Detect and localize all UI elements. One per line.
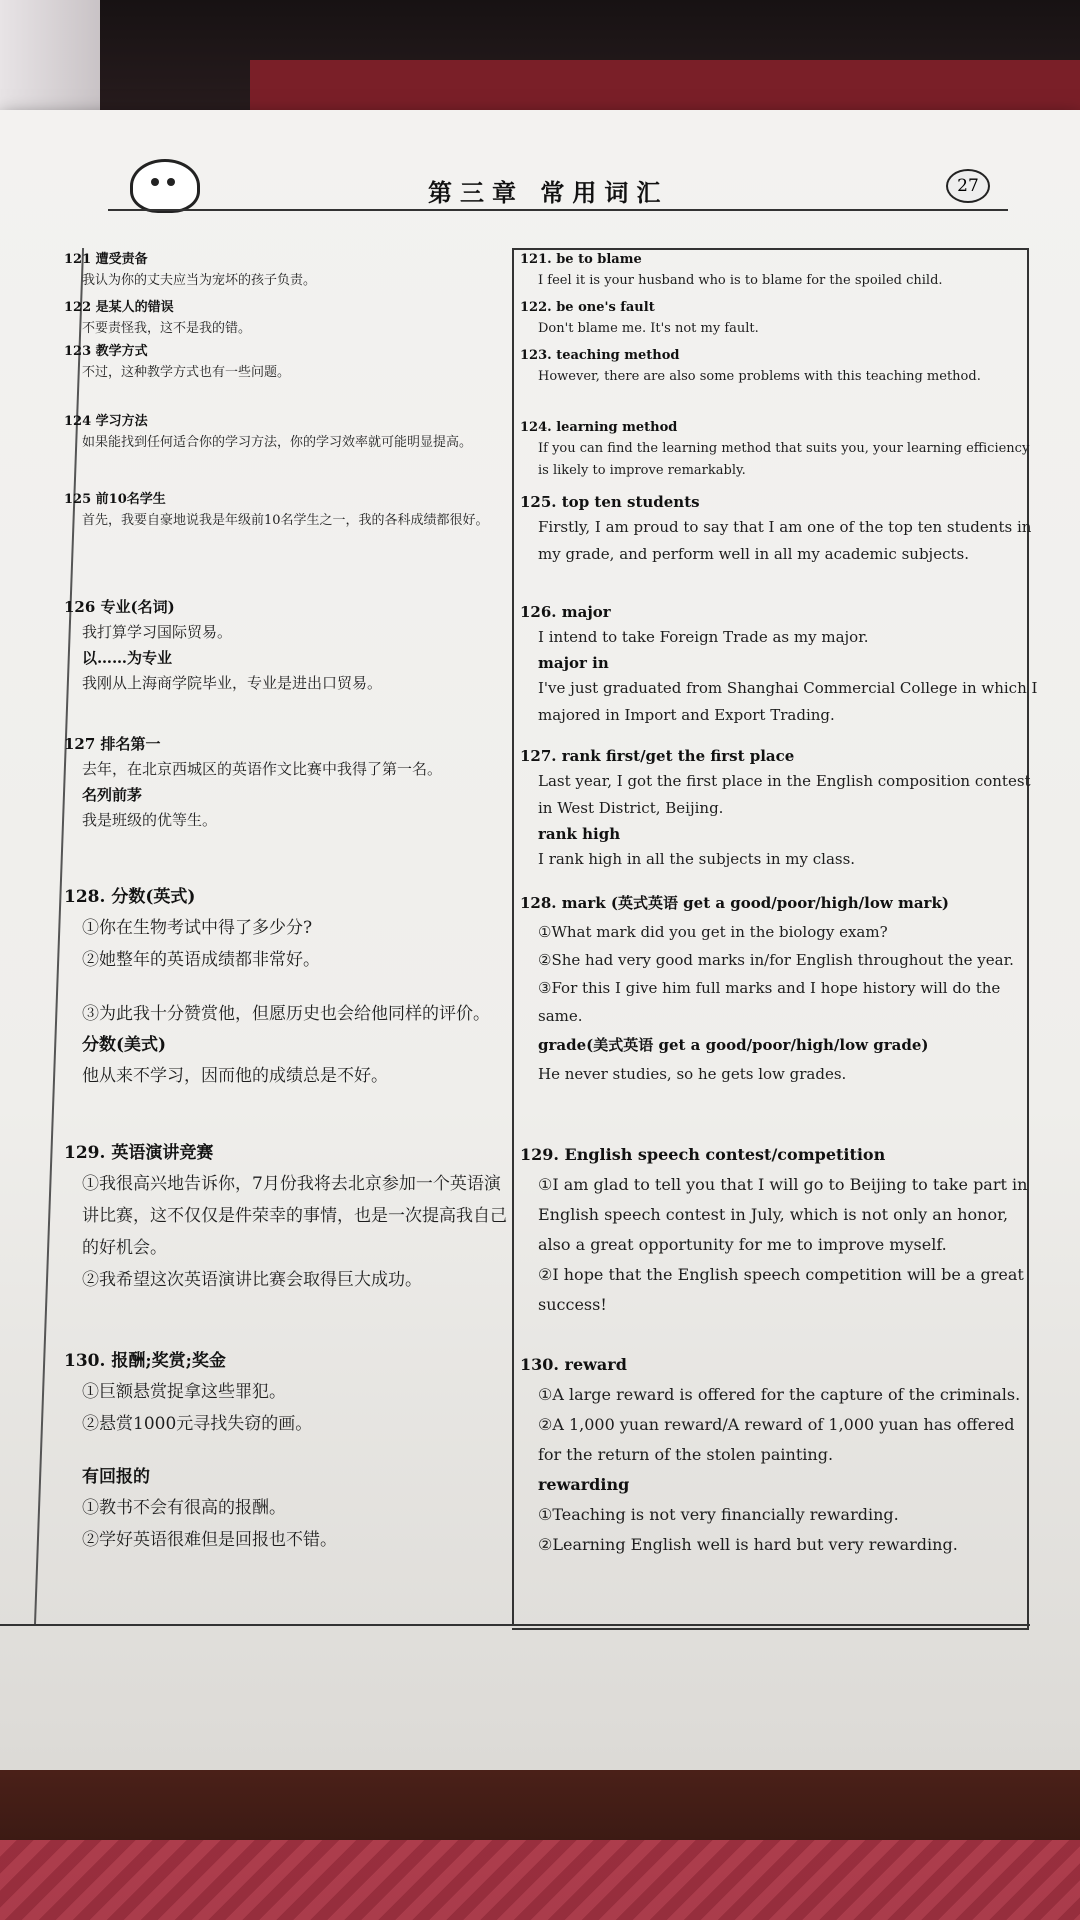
entry-text: 去年，在北京西城区的英语作文比赛中我得了第一名。 (82, 760, 443, 778)
entry-heading: 129. 英语演讲竞赛 (64, 1143, 214, 1163)
entry-text: I've just graduated from Shanghai Commercial College in which I majored in Import and Export Trading. (538, 679, 1038, 724)
mascot-icon (130, 159, 200, 213)
entry-cn-126 (64, 595, 508, 697)
entry-en-127 (520, 744, 1040, 873)
entry-text: I feel it is your husband who is to blame for the spoiled child. (538, 273, 943, 288)
entry-text: ①你在生物考试中得了多少分? (82, 918, 313, 938)
entry-heading: 127 排名第一 (64, 735, 161, 753)
entry-text: If you can find the learning method that suits you, your learning efficiency is likely to improve remarkably. (538, 441, 1030, 478)
entry-text: Don't blame me. It's not my fault. (538, 321, 759, 336)
entry-text: ②她整年的英语成绩都非常好。 (82, 950, 320, 970)
entry-text: ②I hope that the English speech competition will be a great success! (538, 1265, 1024, 1314)
entry-heading: 122 是某人的错误 (64, 300, 174, 315)
entry-heading: 121. be to blame (520, 252, 642, 267)
entry-text: ②悬赏1000元寻找失窃的画。 (82, 1414, 313, 1434)
entry-cn-128 (64, 882, 508, 1092)
entry-heading: 125 前10名学生 (64, 492, 166, 507)
entry-text: ②She had very good marks in/for English throughout the year. (538, 951, 1014, 969)
entry-cn-130 (64, 1346, 508, 1556)
entry-en-122 (520, 298, 1040, 340)
entry-en-126 (520, 600, 1040, 729)
entry-cn-129 (64, 1138, 508, 1296)
entry-text: 我是班级的优等生。 (82, 811, 218, 829)
entry-subheading: grade(美式英语 get a good/poor/high/low grade) (538, 1036, 929, 1054)
entry-text: 我认为你的丈夫应当为宠坏的孩子负责。 (82, 273, 317, 288)
entry-text: ③For this I give him full marks and I hope history will do the same. (538, 979, 1001, 1025)
entry-text: ②Learning English well is hard but very rewarding. (538, 1535, 958, 1554)
entry-en-125 (520, 490, 1040, 568)
entry-heading: 128. mark (英式英语 get a good/poor/high/low mark) (520, 894, 949, 912)
entry-cn-121 (64, 250, 508, 292)
entry-text: I intend to take Foreign Trade as my major. (538, 628, 869, 646)
entry-en-124 (520, 418, 1040, 482)
entry-text: He never studies, so he gets low grades. (538, 1065, 847, 1083)
entry-text: ①巨额悬赏捉拿这些罪犯。 (82, 1382, 286, 1402)
entry-heading: 126. major (520, 603, 611, 621)
header-rule (108, 209, 1008, 211)
entry-text: ①What mark did you get in the biology exam? (538, 923, 888, 941)
page-header (108, 165, 1008, 217)
entry-en-130 (520, 1350, 1040, 1560)
entry-en-128 (520, 888, 1040, 1088)
entry-text: I rank high in all the subjects in my class. (538, 850, 856, 868)
entry-text: Firstly, I am proud to say that I am one of the top ten students in my grade, and perform well in all my academic subjects. (538, 518, 1032, 563)
chapter-title: 第三章 常用词汇 (428, 178, 669, 207)
entry-text: 他从来不学习，因而他的成绩总是不好。 (82, 1066, 388, 1086)
entry-text: ①A large reward is offered for the capture of the criminals. (538, 1385, 1021, 1404)
entry-text: ①我很高兴地告诉你，7月份我将去北京参加一个英语演讲比赛，这不仅仅是件荣幸的事情，也是一次提高我自己的好机会。 (82, 1174, 507, 1258)
entry-heading: 130. reward (520, 1355, 627, 1374)
entry-heading: 129. English speech contest/competition (520, 1145, 886, 1164)
entry-text: 我刚从上海商学院毕业，专业是进出口贸易。 (82, 674, 383, 692)
entry-text: 首先，我要自豪地说我是年级前10名学生之一，我的各科成绩都很好。 (82, 513, 489, 528)
entry-heading: 124 学习方法 (64, 414, 148, 429)
entry-subheading: 名列前茅 (82, 786, 143, 804)
entry-heading: 121 遭受责备 (64, 252, 148, 267)
entry-subheading: rewarding (538, 1475, 630, 1494)
entry-cn-127 (64, 732, 508, 834)
entry-text: ②A 1,000 yuan reward/A reward of 1,000 yuan has offered for the return of the stolen painting. (538, 1415, 1015, 1464)
entry-text: ②学好英语很难但是回报也不错。 (82, 1530, 337, 1550)
entry-text: 不要责怪我，这不是我的错。 (82, 321, 252, 336)
entry-en-129 (520, 1140, 1040, 1320)
entry-text: However, there are also some problems with this teaching method. (538, 369, 981, 384)
entry-subheading: 有回报的 (82, 1467, 150, 1487)
entry-heading: 125. top ten students (520, 493, 700, 511)
entry-text: 如果能找到任何适合你的学习方法，你的学习效率就可能明显提高。 (82, 435, 473, 450)
entry-heading: 123 教学方式 (64, 344, 148, 359)
entry-text: ②我希望这次英语演讲比赛会取得巨大成功。 (82, 1270, 422, 1290)
entry-text: ①Teaching is not very financially rewarding. (538, 1505, 899, 1524)
entry-subheading: major in (538, 654, 609, 672)
carpet (0, 1840, 1080, 1920)
entry-subheading: 以……为专业 (82, 649, 173, 667)
entry-heading: 123. teaching method (520, 348, 680, 363)
entry-heading: 130. 报酬;奖赏;奖金 (64, 1351, 226, 1371)
entry-text: ③为此我十分赞赏他，但愿历史也会给他同样的评价。 (82, 1004, 490, 1024)
column-divider (512, 248, 514, 1626)
entry-en-123 (520, 346, 1040, 388)
entry-cn-123 (64, 342, 508, 384)
entry-text: ①教书不会有很高的报酬。 (82, 1498, 286, 1518)
page-number: 27 (946, 169, 990, 203)
entry-en-121 (520, 250, 1040, 292)
entry-cn-124 (64, 412, 508, 454)
entry-text: 不过，这种教学方式也有一些问题。 (82, 365, 291, 380)
bottom-rule (0, 1624, 1030, 1626)
entry-heading: 122. be one's fault (520, 300, 655, 315)
entry-heading: 126 专业(名词) (64, 598, 175, 616)
entry-text: Last year, I got the first place in the English composition contest in West District, Beijing. (538, 772, 1031, 817)
entry-heading: 124. learning method (520, 420, 678, 435)
entry-subheading: 分数(美式) (82, 1035, 167, 1055)
entry-subheading: rank high (538, 825, 621, 843)
entry-cn-122 (64, 298, 508, 340)
entry-heading: 128. 分数(英式) (64, 887, 196, 907)
entry-text: ①I am glad to tell you that I will go to Beijing to take part in English speech contest in July, which is not only an honor, also a great opportunity for me to improve myself. (538, 1175, 1028, 1254)
entry-cn-125 (64, 490, 508, 532)
entry-heading: 127. rank first/get the first place (520, 747, 795, 765)
entry-text: 我打算学习国际贸易。 (82, 623, 233, 641)
